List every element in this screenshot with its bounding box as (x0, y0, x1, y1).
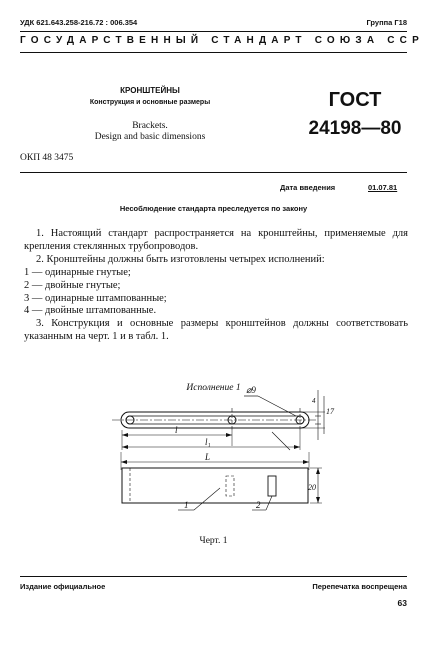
header-rule-top (20, 31, 407, 32)
okp-rule (20, 172, 407, 173)
header-rule-bottom (20, 52, 407, 53)
group-code: Группа Г18 (366, 18, 407, 27)
callout-2: 2 (256, 500, 261, 510)
title-en-line2: Design and basic dimensions (94, 132, 206, 142)
bracket-front-view (122, 468, 308, 503)
footer-rule (20, 576, 407, 577)
official-edition: Издание официальное (20, 582, 106, 591)
variant-title: Исполнение 1 (186, 383, 241, 393)
introduction-date-label: Дата введения (280, 183, 336, 192)
dim-L: L (205, 452, 211, 462)
okp-code: ОКП 48 3475 (20, 153, 74, 163)
dim-20: 20 (308, 483, 316, 492)
violation-notice: Несоблюдение стандарта преследуется по закону (119, 204, 308, 213)
body-text (24, 228, 408, 344)
gost-label: ГОСТ (328, 89, 382, 111)
dim-17: 17 (326, 407, 334, 416)
dim-hole-diameter: ⌀9 (246, 385, 256, 395)
dim-l: l (175, 425, 178, 435)
title-en (0, 121, 300, 143)
title-en-line1: Brackets. (132, 121, 168, 131)
variant-item-3: 3 — одинарные штампованные; (24, 292, 167, 304)
bracket-drawing (0, 380, 427, 540)
state-standard-heading: ГОСУДАРСТВЕННЫЙ СТАНДАРТ СОЮЗА ССР (20, 35, 424, 46)
variant-item-2: 2 — двойные гнутые; (24, 279, 121, 291)
bracket-pin (268, 476, 276, 496)
reprint-notice: Перепечатка воспрещена (312, 582, 407, 591)
paragraph-1: 1. Настоящий стандарт распространяется на кронштейны, применяемые для крепления стеклянных трубопроводов. (24, 228, 408, 252)
udk-code: УДК 621.643.258-216.72 : 006.354 (20, 18, 138, 27)
page-number: 63 (397, 598, 407, 608)
paragraph-3: 3. Конструкция и основные размеры кронштейнов должны соответствовать указанным на черт. 1 и в табл. 1. (24, 318, 408, 343)
gost-number: 24198—80 (308, 118, 402, 139)
dim-l1: l₁ (205, 437, 211, 447)
dim-4: 4 (312, 397, 316, 405)
subtitle-ru: Конструкция и основные размеры (89, 99, 211, 106)
figure-caption: Черт. 1 (199, 536, 228, 546)
variant-item-1: 1 — одинарные гнутые; (24, 266, 131, 278)
variant-item-4: 4 — двойные штампованные. (24, 305, 157, 317)
callout-1: 1 (184, 500, 189, 510)
introduction-date: 01.07.81 (368, 183, 398, 192)
paragraph-2: 2. Кронштейны должны быть изготовлены четырех исполнений: (36, 253, 325, 265)
title-ru: КРОНШТЕЙНЫ (120, 86, 180, 95)
